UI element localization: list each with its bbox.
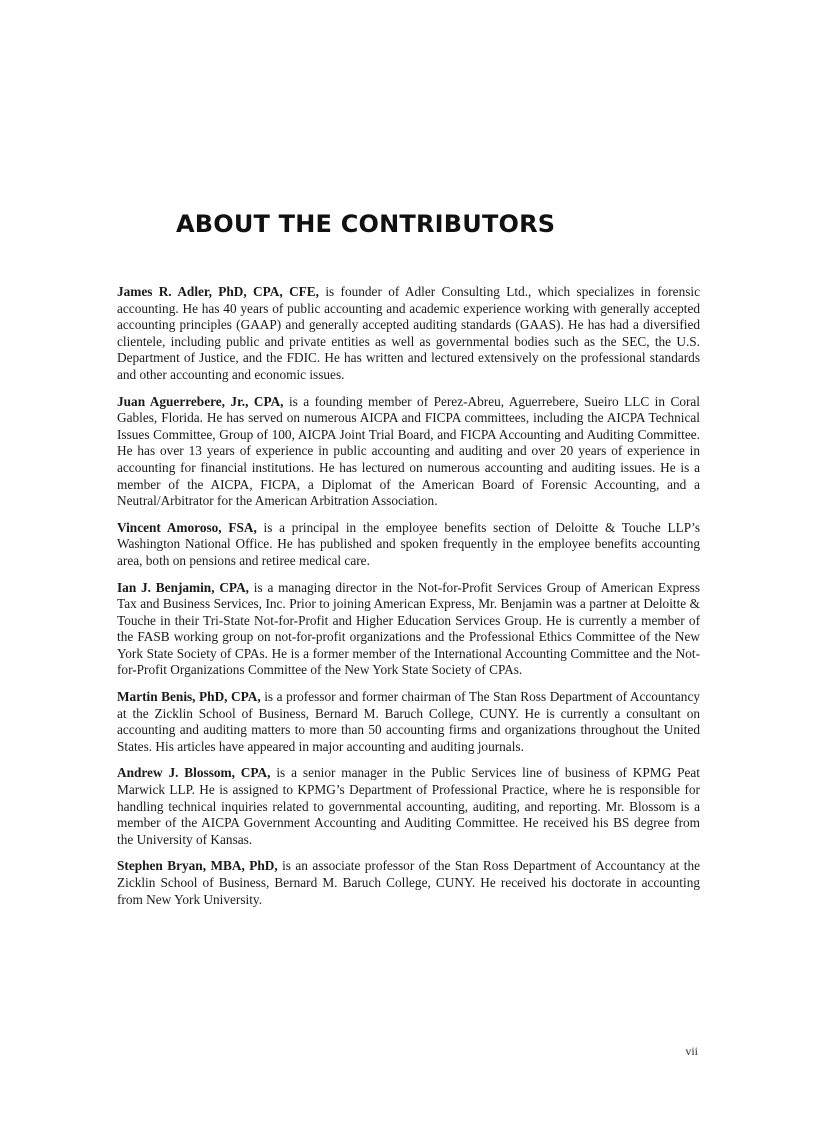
contributor-name: Juan Aguerrebere, Jr., CPA, xyxy=(117,393,284,409)
contributor-name: Ian J. Benjamin, CPA, xyxy=(117,579,249,595)
contributor-entry-blossom xyxy=(117,765,700,848)
contributor-bio: is a professor and former chairman of The Stan Ross Department of Accountancy at the Zicklin School of Business, Bernard M. Baruch College, CUNY. He is currently a consultant on accounting and auditing matters to more than 50 accounting firms and organizations throughout the United States. His articles have appeared in major accounting and auditing journals. xyxy=(117,689,701,754)
contributor-bio: is an associate professor of the Stan Ross Department of Accountancy at the Zicklin School of Business, Bernard M. Baruch College, CUNY. He received his doctorate in accounting from New York University. xyxy=(117,858,700,907)
contributor-entry-aguerrebere xyxy=(117,394,700,510)
contributor-name: Stephen Bryan, MBA, PhD, xyxy=(117,858,278,874)
contributor-entry-amoroso xyxy=(117,520,700,570)
contributor-bio: is a managing director in the Not-for-Profit Services Group of American Express Tax and Business Services, Inc. Prior to joining American Express, Mr. Benjamin was a partner at Deloitte & Touche in their Tri-State Not-for-Profit and Higher Education Services Group. He is currently a member of the FASB working group on not-for-profit organizations and the Professional Ethics Committee of the New York State Society of CPAs. He is a former member of the International Accounting Committee and the Not-for-Profit Organizations Committee of the New York State Society of CPAs. xyxy=(117,579,700,678)
contributor-bio: is a founding member of Perez-Abreu, Aguerrebere, Sueiro LLC in Coral Gables, Florida. He has served on numerous AICPA and FICPA committees, including the AICPA Technical Issues Committee, Group of 100, AICPA Joint Trial Board, and FICPA Accounting and Auditing Committee. He has over 13 years of experience in public accounting and auditing and over 20 years of experience in accounting for financial institutions. He has lectured on numerous accounting and auditing issues. He is a member of the AICPA, FICPA, a Diplomat of the American Board of Forensic Accounting, and a Neutral/Arbitrator for the American Arbitration Association. xyxy=(117,393,701,509)
contributor-name: Andrew J. Blossom, CPA, xyxy=(117,765,271,781)
contributor-entry-bryan xyxy=(117,858,700,908)
contributor-bio: is founder of Adler Consulting Ltd., which specializes in forensic accounting. He has 40 years of public accounting and academic experience working with generally accepted accounting principles (GAAP) and generally accepted auditing standards (GAAS). He has had a diversified clientele, including public and private entities as well as governmental bodies such as the SEC, the U.S. Department of Justice, and the FDIC. He has written and lectured extensively on the professional standards and other accounting and economic issues. xyxy=(117,284,700,382)
contributor-entry-benjamin xyxy=(117,580,700,680)
contributor-name: James R. Adler, PhD, CPA, CFE, xyxy=(117,284,319,299)
contributor-bio: is a principal in the employee benefits section of Deloitte & Touche LLP’s Washington National Office. He has published and spoken frequently in the employee benefits accounting area, both on pensions and retiree medical care. xyxy=(117,519,700,568)
contributor-list xyxy=(117,284,700,918)
contributor-name: Martin Benis, PhD, CPA, xyxy=(117,689,261,705)
page-title: ABOUT THE CONTRIBUTORS xyxy=(176,210,556,238)
page-number: vii xyxy=(685,1044,698,1058)
contributor-name: Vincent Amoroso, FSA, xyxy=(117,519,257,535)
contributor-entry-adler xyxy=(117,284,700,384)
contributor-entry-benis xyxy=(117,689,700,755)
contributor-bio: is a senior manager in the Public Services line of business of KPMG Peat Marwick LLP. He is assigned to KPMG’s Department of Professional Practice, where he is responsible for handling technical inquiries related to governmental accounting, auditing, and reporting. Mr. Blossom is a member of the AICPA Government Accounting and Auditing Committee. He received his BS degree from the University of Kansas. xyxy=(117,765,700,847)
